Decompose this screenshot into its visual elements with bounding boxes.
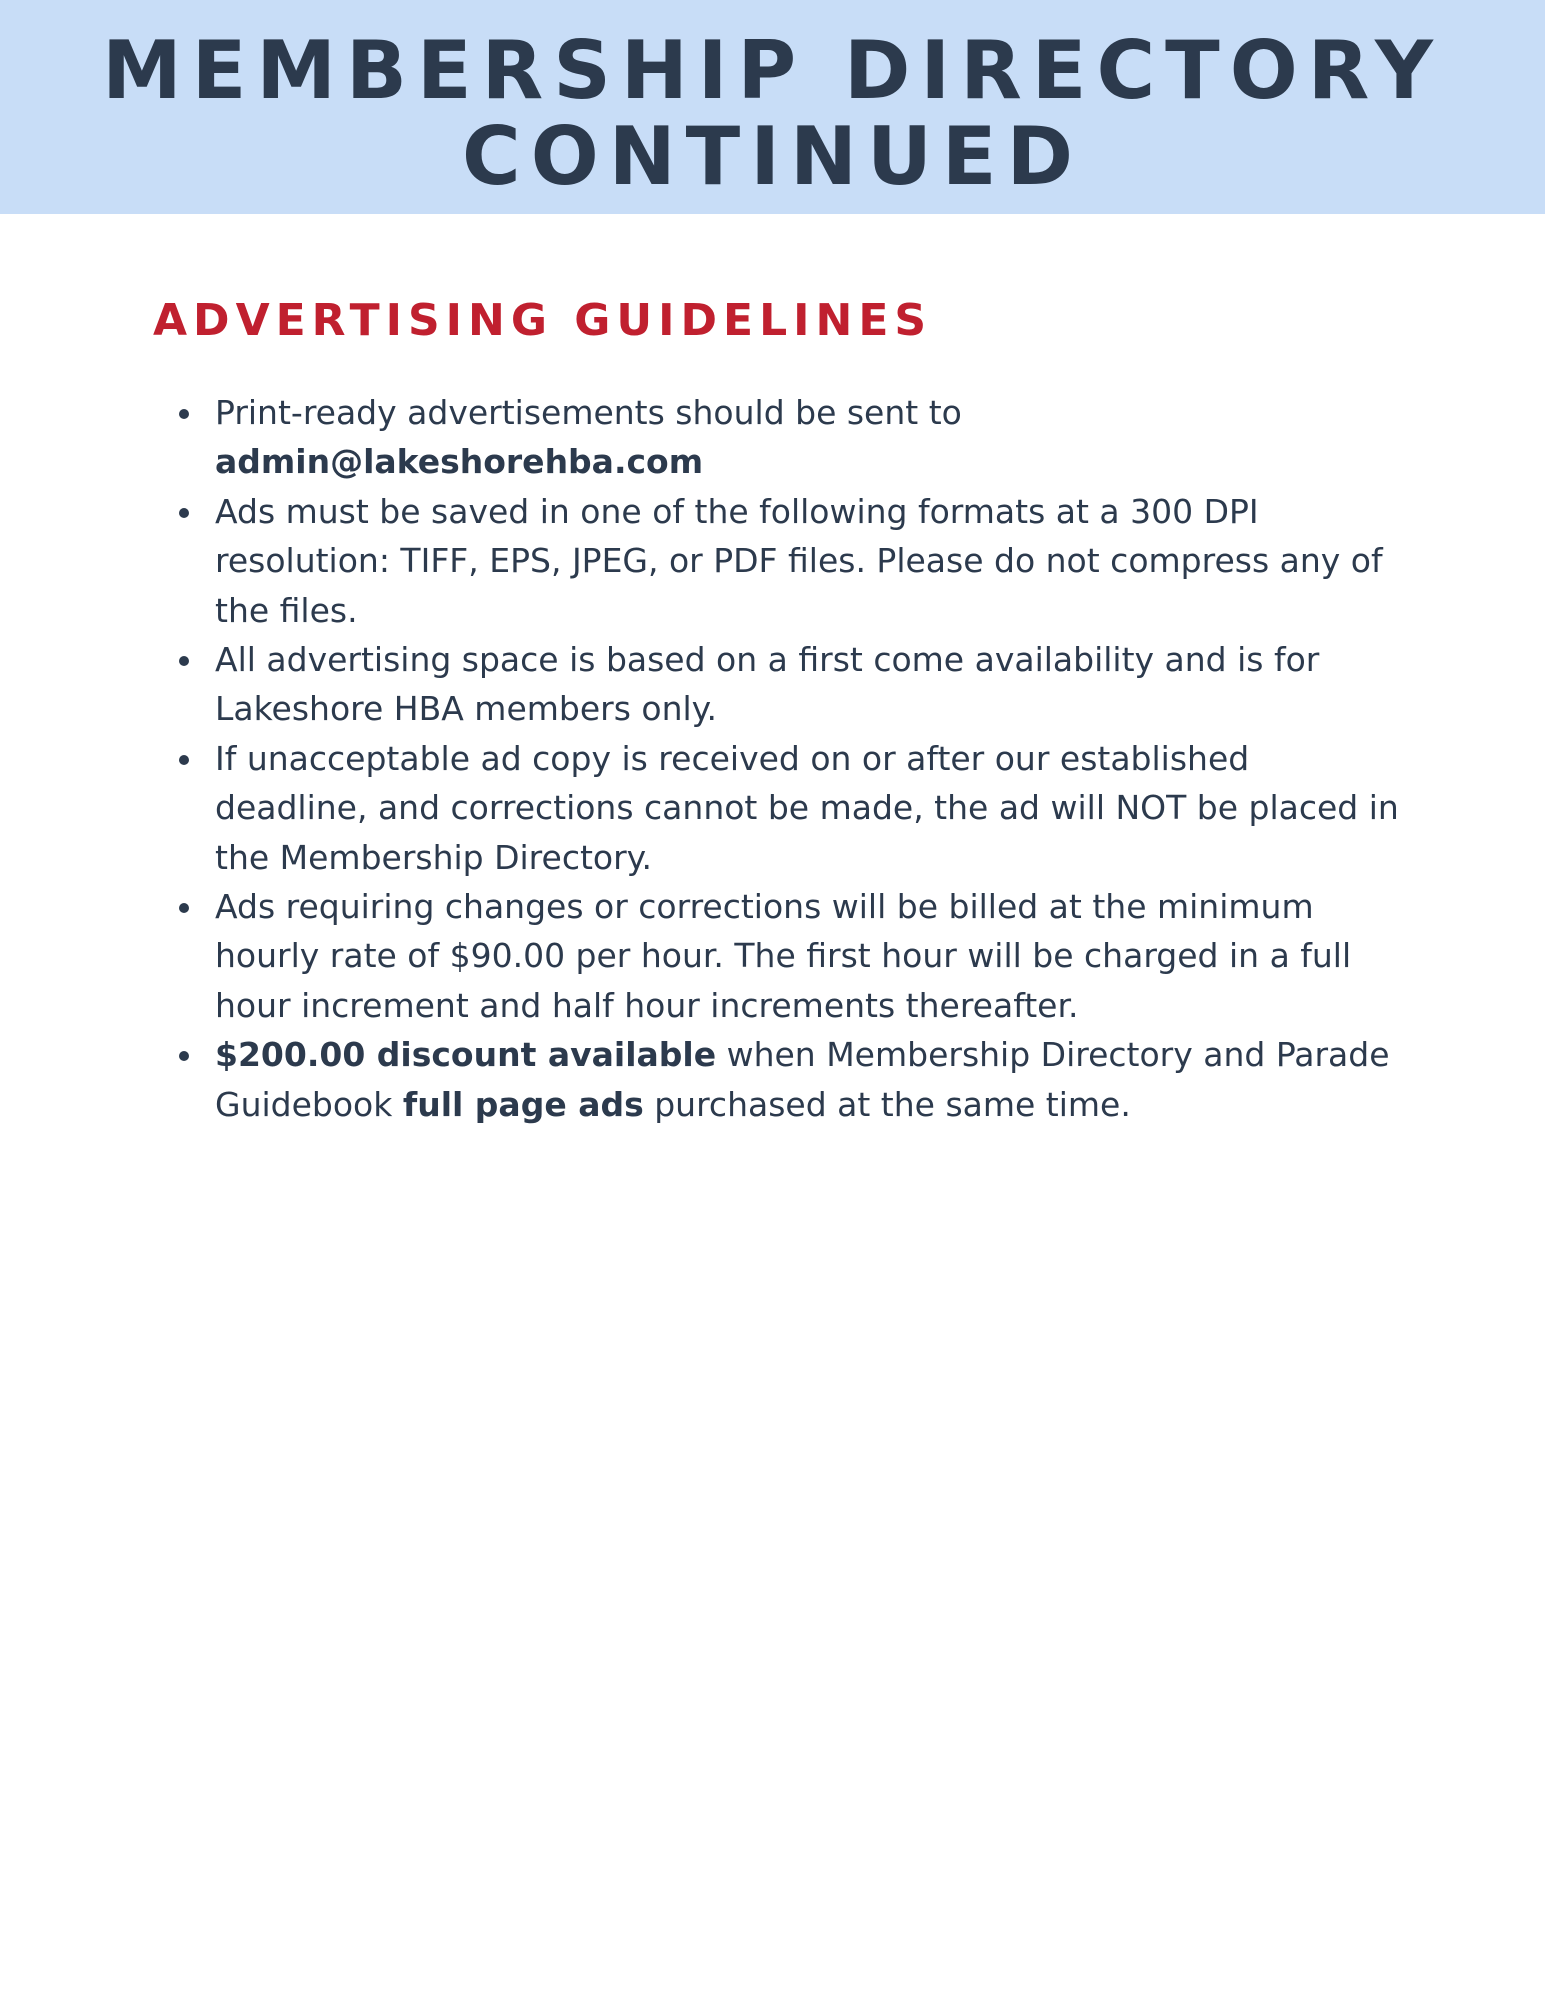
bullet-icon	[179, 755, 189, 765]
guideline-text: purchased at the same time.	[643, 1084, 1131, 1124]
guideline-item-billing	[154, 882, 1404, 1030]
bullet-icon	[179, 656, 189, 666]
email-link[interactable]: admin@lakeshorehba.com	[215, 442, 704, 482]
guideline-text: when Membership Directory and Parade Guidebook	[215, 1035, 1390, 1124]
bullet-icon	[179, 409, 189, 419]
bullet-icon	[179, 508, 189, 518]
bullet-icon	[179, 1051, 189, 1061]
guideline-text: Ads requiring changes or corrections will be billed at the minimum hourly rate of $90.00 per hour. The first hour will be charged in a full hour increment and half hour increments thereafter.	[215, 887, 1352, 1025]
header-band	[0, 0, 1545, 214]
section-heading: ADVERTISING GUIDELINES	[153, 295, 933, 346]
guideline-text: Ads must be saved in one of the following formats at a 300 DPI resolution: TIFF, EPS, JPEG, or PDF files. Please do not compress any of the files.	[215, 491, 1383, 630]
guideline-text: Print-ready advertisements should be sent to	[215, 393, 962, 432]
discount-highlight: $200.00 discount available	[215, 1035, 717, 1075]
full-page-ads-highlight: full page ads	[402, 1084, 644, 1124]
guideline-item-availability	[154, 635, 1404, 734]
page-title	[0, 24, 1545, 203]
guideline-text: If unacceptable ad copy is received on or after our established deadline, and corrections cannot be made, the ad will NOT be placed in the Membership Directory.	[215, 738, 1399, 877]
guidelines-list	[154, 388, 1404, 1129]
page-title-line-1: MEMBERSHIP DIRECTORY	[102, 24, 1443, 117]
guideline-text: All advertising space is based on a first come availability and is for Lakeshore HBA members only.	[215, 640, 1320, 729]
guideline-item-email	[154, 388, 1404, 487]
bullet-icon	[179, 903, 189, 913]
guideline-item-formats	[154, 487, 1404, 635]
page-title-line-2: CONTINUED	[462, 110, 1083, 203]
guideline-item-deadline	[154, 734, 1404, 882]
guideline-item-discount	[154, 1030, 1404, 1129]
